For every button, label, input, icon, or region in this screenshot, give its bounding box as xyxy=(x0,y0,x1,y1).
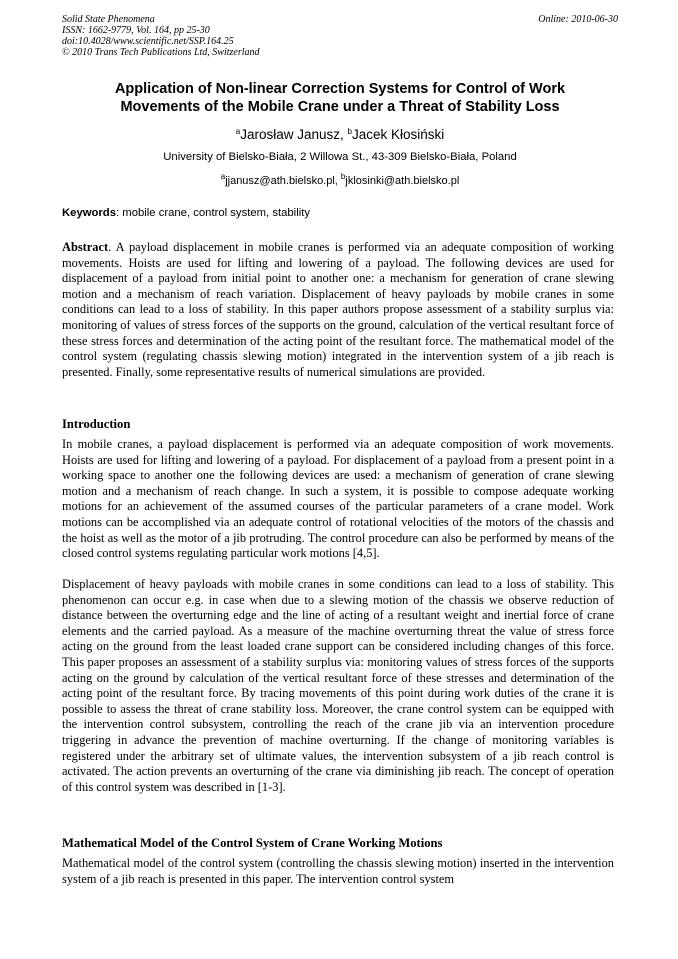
affiliation: University of Bielsko-Biała, 2 Willowa St., 43-309 Bielsko-Biała, Poland xyxy=(163,151,517,163)
abstract-text: . A payload displacement in mobile cranes is performed via an adequate composition of working movements. Hoists are used for lifting and lowering of a payload. The following devices are used for displacement of a payload from initial point to another one: a mechanism for generation of crane slewing motion and a mechanism of reach variation. Displacement of heavy payloads by mobile cranes in some conditions can lead to a loss of stability. In this paper authors propose assessment of a stability surplus via: monitoring of values of stress forces of the supports on the ground, calculation of the vertical resultant force of these stress forces and determination of the acting point of the resultant force. The mathematical model of the control system (regulating chassis slewing motion) integrated in the intervention system of a jib reach is presented. Finally, some representative results of numerical simulations are provided. xyxy=(62,240,614,379)
online-date: Online: 2010-06-30 xyxy=(538,14,618,25)
author-1: Jarosław Janusz, xyxy=(240,127,348,142)
author-2: Jacek Kłosiński xyxy=(351,127,445,142)
introduction-paragraph-2: Displacement of heavy payloads with mobile cranes in some conditions can lead to a loss of stability. This phenomenon can occur e.g. in case when due to a slewing motion of the chassis we observe reduction of distance between the overturning edge and the line of acting of a resultant weight and inertial force of crane elements and the carried payload. As a measure of the machine overturning threat the value of stress force acting on the ground from the least loaded crane support can be considered including changes of this force. This paper proposes an assessment of a stability surplus via: monitoring values of stress forces of the supports acting on the ground by calculation of the vertical resultant force of these stresses and determination of the acting point of the resultant force. By tracing movements of this point during work duties of the crane it is possible to assess the threat of crane stability loss. Moreover, the crane control system can be equipped with the intervention control subsystem, controlling the reach of the crane jib via an intervention procedure triggering in advance the prevention of machine overturning. If the change of monitoring variables is registered under the arbitrary set of ultimate values, the intervention subsystem of a jib reach control is activated. The action prevents an overturning of the crane via diminishing jib reach. The concept of operation of this control system was described in [1-3]. xyxy=(62,577,614,794)
journal-name: Solid State Phenomena xyxy=(62,14,155,25)
abstract-label: Abstract xyxy=(62,240,109,254)
keywords-label: Keywords xyxy=(62,207,116,219)
model-paragraph-1: Mathematical model of the control system (controlling the chassis slewing motion) inserted in the intervention system of a jib reach is presented in this paper. The intervention control system xyxy=(62,856,614,886)
keywords-text: : mobile crane, control system, stability xyxy=(116,207,310,219)
author-mark-b: b xyxy=(347,127,352,136)
keywords xyxy=(62,206,618,220)
title-line-1: Application of Non-linear Correction Systems for Control of Work xyxy=(114,81,566,97)
email-1: jjanusz@ath.bielsko.pl, xyxy=(225,175,341,187)
journal-issn: ISSN: 1662-9779, Vol. 164, pp 25-30 xyxy=(62,25,210,36)
introduction-paragraph-1: In mobile cranes, a payload displacement is performed via an adequate composition of work movements. Hoists are used for lifting and lowering of a payload. For displacement of a payload from a present point in a working space to another one the following devices are used: a mechanism of generation of crane slewing motion and a mechanism of reach change. In such a system, it is possible to compose adequate working motions for an achievement of the assumed courses of the particular parameters of a crane model. Work motions can be accomplished via an adequate control of rotational velocities of the motors of the chassis and the hoist as well as the motor of a jib protruding. The control procedure can also be performed by means of the closed control systems regulating particular work motions [4,5]. xyxy=(62,437,614,561)
author-mark-a: a xyxy=(235,127,241,136)
title-line-2: Movements of the Mobile Crane under a Threat of Stability Loss xyxy=(120,99,560,115)
model-heading: Mathematical Model of the Control System of Crane Working Motions xyxy=(62,836,443,850)
email-mark-a: a xyxy=(220,172,226,181)
authors xyxy=(62,124,618,143)
email-2: jklosinki@ath.bielsko.pl xyxy=(345,175,460,187)
paper-title xyxy=(62,80,618,116)
journal-header xyxy=(62,14,618,58)
author-emails xyxy=(62,170,618,188)
abstract xyxy=(62,240,614,380)
journal-copyright: © 2010 Trans Tech Publications Ltd, Switzerland xyxy=(62,47,260,58)
introduction-heading: Introduction xyxy=(62,417,131,431)
journal-doi: doi:10.4028/www.scientific.net/SSP.164.25 xyxy=(62,36,234,47)
email-mark-b: b xyxy=(340,172,346,181)
